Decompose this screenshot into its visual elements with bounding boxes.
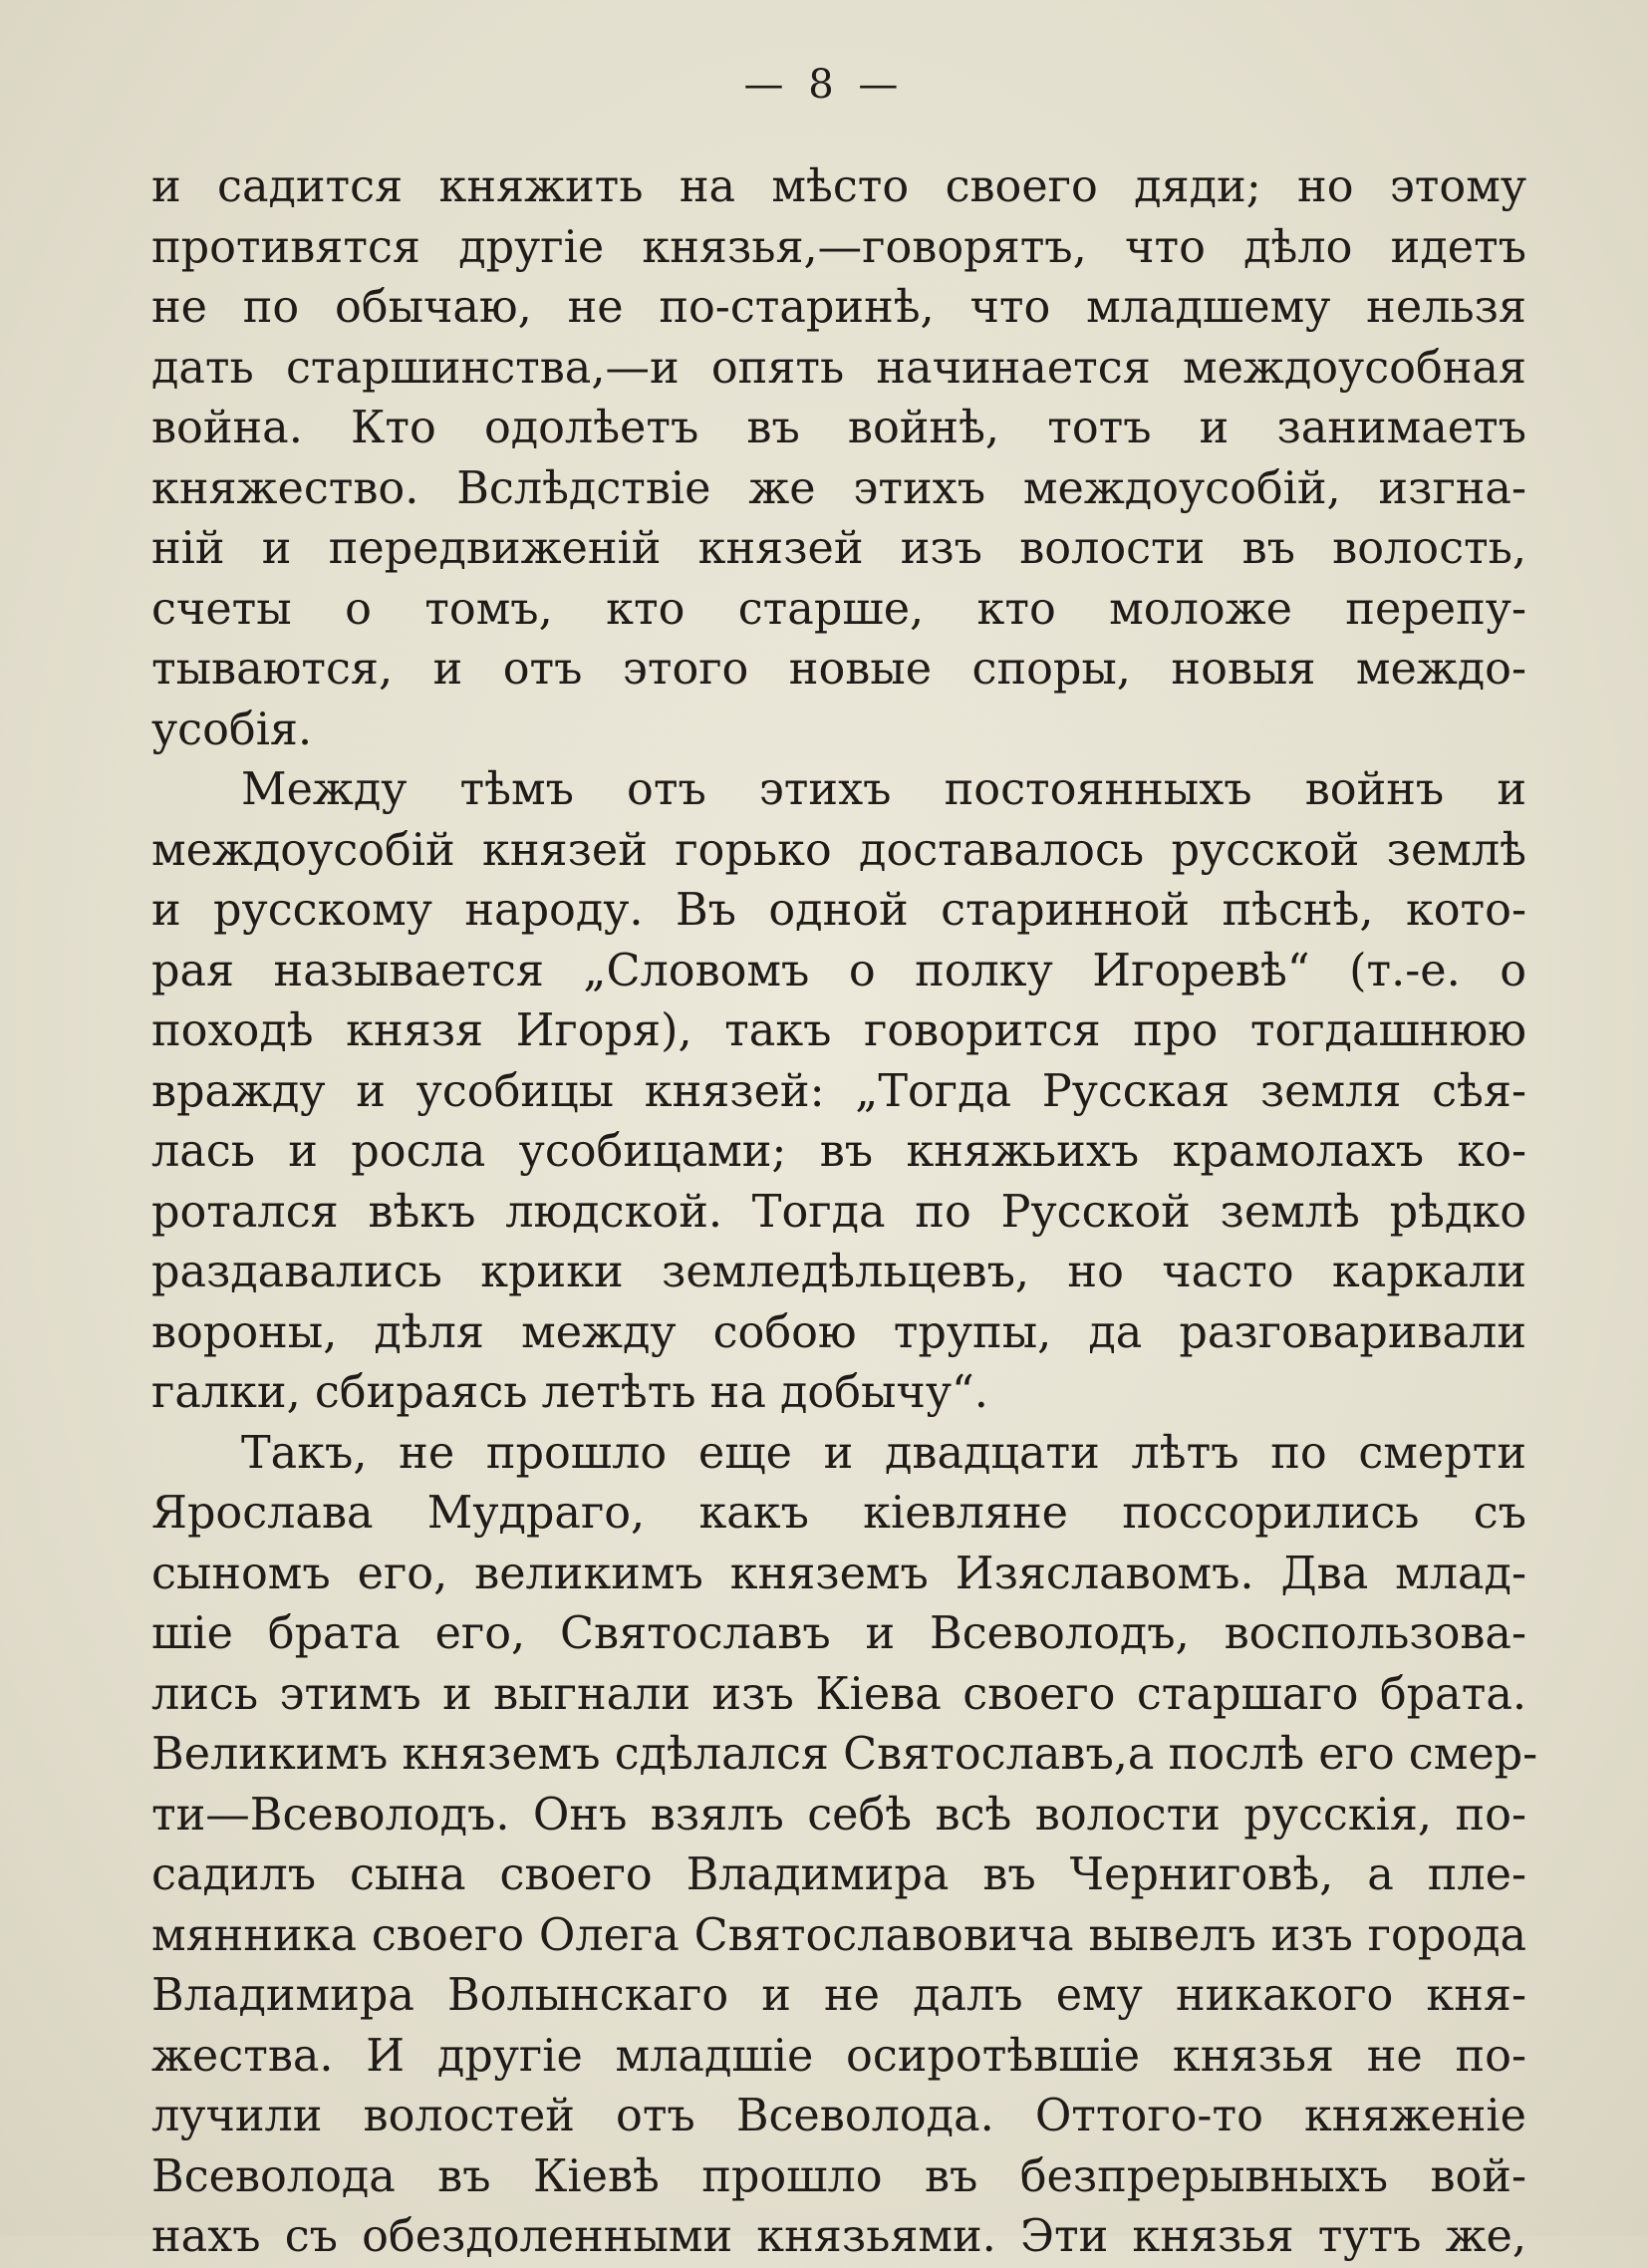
text-line: сыномъ его, великимъ княземъ Изяславомъ. Два млад- — [151, 1548, 1526, 1599]
text-line: счеты о томъ, кто старше, кто моложе перепу- — [151, 583, 1526, 635]
text-line: шіе брата его, Святославъ и Всеволодъ, воспользова- — [151, 1608, 1526, 1659]
paragraph-1 — [151, 157, 1526, 760]
text-line: противятся другіе князья,—говорятъ, что дѣло идетъ — [151, 221, 1526, 273]
text-line: Такъ, не прошло еще и двадцати лѣтъ по смерти — [241, 1427, 1526, 1479]
text-line: дать старшинства,—и опять начинается междоусобная — [151, 342, 1526, 394]
text-line: Владимира Волынскаго и не далъ ему никакого кня- — [151, 1970, 1526, 2021]
text-line: походѣ князя Игоря), такъ говорится про тогдашнюю — [151, 1005, 1526, 1056]
text-line: вороны, дѣля между собою трупы, да разговаривали — [151, 1306, 1526, 1358]
text-line: вражду и усобицы князей: „Тогда Русская земля сѣя- — [151, 1065, 1526, 1117]
text-line: садилъ сына своего Владимира въ Черниговѣ, а пле- — [151, 1849, 1526, 1900]
text-line: междоусобій князей горько доставалось русской землѣ — [151, 824, 1526, 876]
text-line: тываются, и отъ этого новые споры, новыя междо- — [151, 644, 1526, 695]
text-line: Всеволода въ Кіевѣ прошло въ безпрерывныхъ вой- — [151, 2150, 1526, 2202]
page-number: — 8 — — [743, 62, 905, 108]
text-line: галки, сбираясь летѣть на добычу“. — [151, 1367, 988, 1418]
text-line: война. Кто одолѣетъ въ войнѣ, тотъ и занимаетъ — [151, 403, 1526, 453]
text-line: и садится княжить на мѣсто своего дяди; но этому — [151, 161, 1526, 212]
text-line: ти—Всеволодъ. Онъ взялъ себѣ всѣ волости русскія, по- — [151, 1789, 1526, 1841]
paragraph-3 — [151, 1424, 1538, 2268]
text-line: и русскому народу. Въ одной старинной пѣснѣ, кото- — [151, 885, 1526, 936]
text-line: лучили волостей отъ Всеволода. Оттого-то княженіе — [151, 2091, 1526, 2141]
text-line: нахъ съ обездоленными князьями. Эти князья тутъ же, — [151, 2211, 1526, 2262]
text-line: княжество. Вслѣдствіе же этихъ междоусобій, изгна- — [151, 462, 1526, 514]
text-line: жества. И другіе младшіе осиротѣвшіе князья не по- — [151, 2030, 1526, 2082]
text-line: рая называется „Словомъ о полку Игоревѣ“ (т.-е. о — [151, 945, 1526, 996]
text-line: лись этимъ и выгнали изъ Кіева своего старшаго брата. — [151, 1668, 1526, 1720]
text-line: мянника своего Олега Святославовича вывелъ изъ города — [151, 1909, 1526, 1961]
text-line: ній и передвиженій князей изъ волости въ волость, — [151, 523, 1526, 574]
text-line: Между тѣмъ отъ этихъ постоянныхъ войнъ и — [241, 764, 1526, 815]
text-line: не по обычаю, не по-старинѣ, что младшему нельзя — [151, 282, 1526, 333]
text-line: ротался вѣкъ людской. Тогда по Русской землѣ рѣдко — [151, 1186, 1526, 1238]
text-line: лась и росла усобицами; въ княжьихъ крамолахъ ко- — [151, 1126, 1526, 1177]
text-line: раздавались крики земледѣльцевъ, но часто каркали — [151, 1247, 1526, 1297]
body-text — [151, 157, 1538, 2268]
text-line: Ярослава Мудраго, какъ кіевляне поссорились съ — [151, 1488, 1526, 1539]
text-line: усобія. — [151, 704, 313, 755]
paragraph-2 — [151, 760, 1526, 1424]
text-line: Великимъ княземъ сдѣлался Святославъ,а послѣ его смер- — [151, 1729, 1538, 1780]
